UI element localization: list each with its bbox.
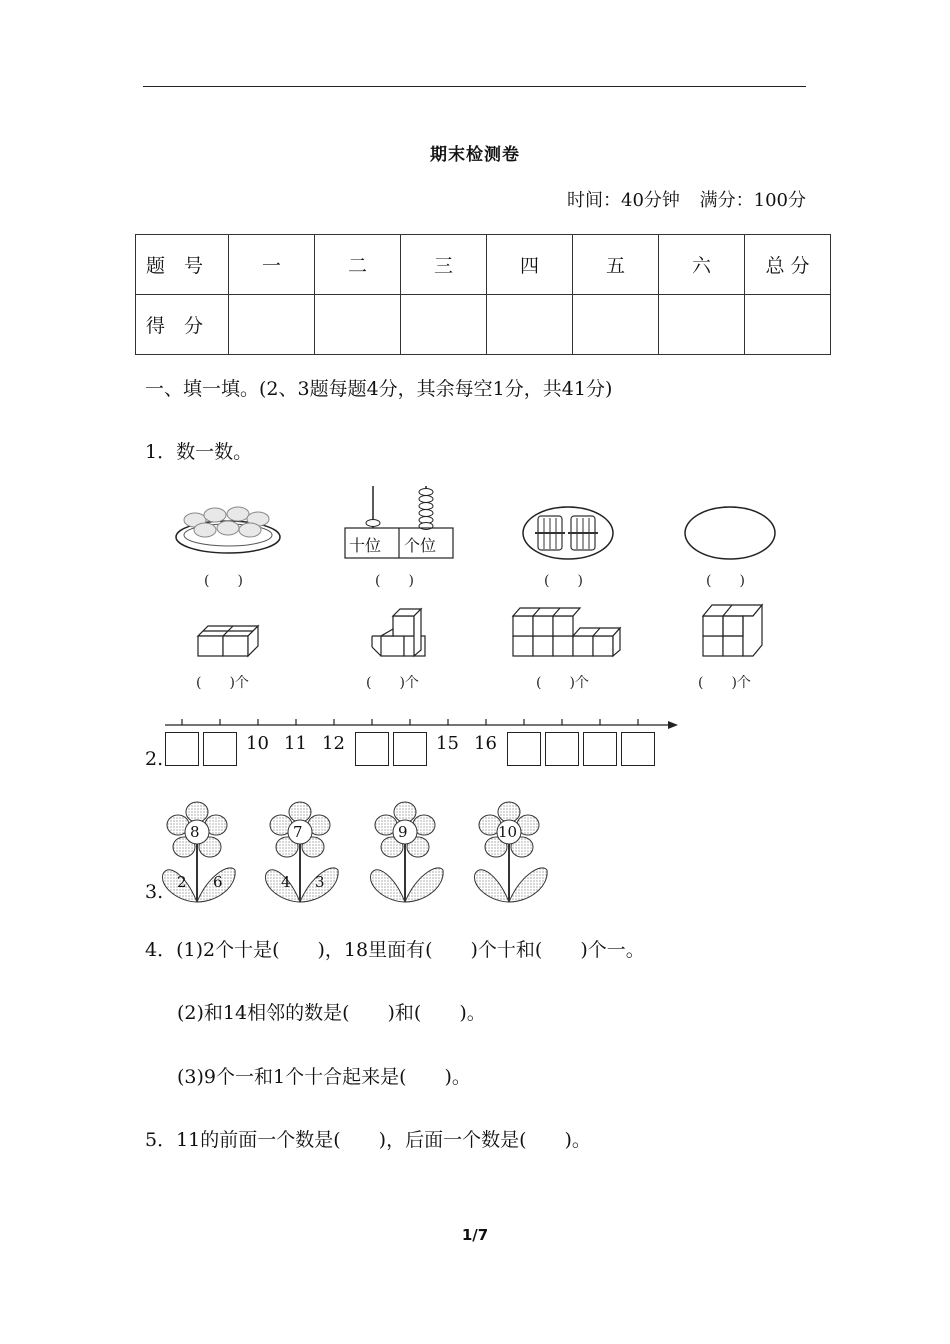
- flower-left-number: 4: [281, 873, 291, 891]
- q1-count-blank[interactable]: ( )个: [698, 675, 751, 691]
- section-1-heading: 一、填一填。(2、3题每题4分，其余每空1分，共41分): [145, 378, 613, 400]
- header-cell: 六: [659, 235, 745, 295]
- q2-label: 2.: [145, 748, 164, 770]
- header-cell: 二: [315, 235, 401, 295]
- full-score: 满分：100分: [699, 190, 806, 211]
- q1-blank[interactable]: ( ): [375, 573, 414, 589]
- page-title: 期末检测卷: [430, 145, 520, 165]
- number-line-label: 12: [322, 733, 345, 754]
- q1-blank[interactable]: ( ): [544, 573, 583, 589]
- number-line-label: 10: [246, 733, 269, 754]
- header-cell: 三: [401, 235, 487, 295]
- header-cell: 题 号: [136, 235, 229, 295]
- abacus-ones-label: 个位: [404, 536, 437, 555]
- number-line-label: 16: [474, 733, 497, 754]
- number-line-label: 11: [284, 733, 307, 754]
- abacus-tens-label: 十位: [349, 536, 382, 555]
- q1-blank[interactable]: ( ): [706, 573, 745, 589]
- header-cell: 五: [573, 235, 659, 295]
- header-cell: 一: [229, 235, 315, 295]
- q4-part2: (2)和14相邻的数是( )和( )。: [177, 1002, 486, 1024]
- flower-icon: [265, 802, 338, 902]
- page-number: 1/7: [461, 1226, 489, 1244]
- q1-count-blank[interactable]: ( )个: [196, 675, 249, 691]
- q4-part1: 4．(1)2个十是( )，18里面有( )个十和( )个一。: [145, 939, 645, 961]
- header-cell: 四: [487, 235, 573, 295]
- number-line-label: 15: [436, 733, 459, 754]
- flower-left-number: 2: [177, 873, 187, 891]
- time-limit: 时间：40分钟: [567, 190, 680, 211]
- flower-right-number: 3: [315, 873, 325, 891]
- flower-center-number: 7: [293, 823, 303, 841]
- q4-part3: (3)9个一和1个十合起来是( )。: [177, 1066, 471, 1088]
- flower-center-number: 9: [398, 823, 408, 841]
- q1-label: 1．数一数。: [145, 441, 253, 463]
- q5-text: 5．11的前面一个数是( )，后面一个数是( )。: [145, 1129, 591, 1151]
- flower-icon: [474, 802, 547, 902]
- header-cell: 总 分: [745, 235, 831, 295]
- flower-center-number: 10: [498, 823, 518, 841]
- q1-count-blank[interactable]: ( )个: [536, 675, 589, 691]
- flower-center-number: 8: [190, 823, 200, 841]
- flower-icon: [370, 802, 443, 902]
- q3-label: 3.: [145, 881, 164, 903]
- q1-blank[interactable]: ( ): [204, 573, 243, 589]
- q1-count-blank[interactable]: ( )个: [366, 675, 419, 691]
- flower-right-number: 6: [213, 873, 223, 891]
- score-row-label: 得 分: [136, 295, 229, 355]
- flower-icon: [162, 802, 235, 902]
